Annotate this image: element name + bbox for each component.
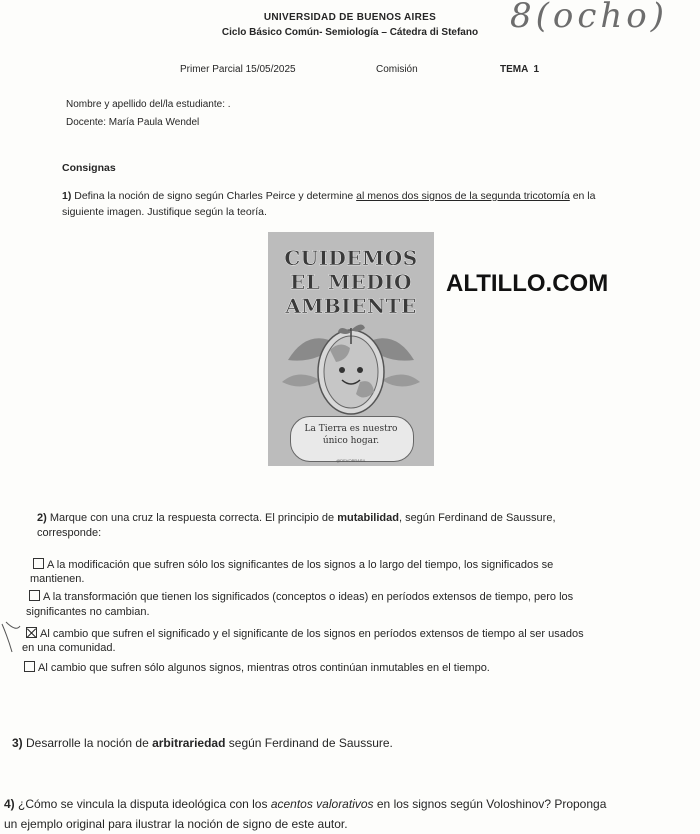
option-b: A la transformación que tienen los significados (conceptos o ideas) en períodos extensos de tiempo, pero los: [29, 590, 573, 604]
environment-poster-image: [268, 232, 434, 466]
option-b-line2: significantes no cambian.: [26, 606, 150, 618]
bubble-text: único hogar.: [322, 436, 380, 446]
question-2-line2: corresponde:: [37, 527, 102, 539]
course-name: Ciclo Básico Común- Semiología – Cátedra di Stefano: [221, 27, 479, 38]
exam-title: Primer Parcial 15/05/2025: [180, 64, 296, 75]
student-name-field: Nombre y apellido del/la estudiante: .: [66, 99, 231, 110]
poster-credit: @DEVOBRASIL: [336, 458, 366, 463]
question-2: 2) Marque con una cruz la respuesta correcta. El principio de mutabilidad, según Ferdinand de Saussure,: [37, 512, 556, 524]
option-c-line2: en una comunidad.: [22, 642, 116, 654]
university-name: UNIVERSIDAD DE BUENOS AIRES: [263, 12, 437, 23]
option-c-checkbox-checked[interactable]: [26, 627, 37, 638]
poster-title-line: AMBIENTE: [285, 294, 417, 318]
question-3: 3) Desarrolle la noción de arbitrariedad según Ferdinand de Saussure.: [12, 736, 393, 750]
question-4: 4) ¿Cómo se vincula la disputa ideológica con los acentos valorativos en los signos según Voloshinov? Proponga un ejemplo original para ilustrar la noción de signo de este autor.: [4, 794, 694, 834]
teacher-name: Docente: María Paula Wendel: [66, 117, 200, 128]
question-2-bold-term: mutabilidad: [337, 512, 399, 524]
commission-label: Comisión: [376, 64, 418, 75]
handwritten-grade: 8(ocho): [510, 0, 669, 36]
tema-label: TEMA 1: [500, 64, 540, 75]
option-b-checkbox[interactable]: [29, 590, 40, 601]
question-4-line2: un ejemplo original para ilustrar la noción de signo de este autor.: [4, 817, 348, 831]
option-a: A la modificación que sufren sólo los significantes de los signos a lo largo del tiempo, los significados se: [33, 558, 553, 572]
question-1-underlined: al menos dos signos de la segunda tricotomía: [356, 190, 570, 202]
option-a-checkbox[interactable]: [33, 558, 44, 569]
question-1-line2: siguiente imagen. Justifique según la teoría.: [62, 206, 267, 218]
watermark-logo: ALTILLO.COM: [446, 270, 609, 297]
bubble-text: La Tierra es nuestro: [304, 424, 398, 434]
question-2-number: 2): [37, 512, 47, 524]
option-d-checkbox[interactable]: [24, 661, 35, 672]
option-d: Al cambio que sufren sólo algunos signos, mientras otros continúan inmutables en el tiempo.: [24, 661, 490, 675]
question-3-bold-term: arbitrariedad: [152, 736, 226, 750]
option-c: Al cambio que sufren el significado y el significante de los signos en períodos extensos de tiempo al ser usados: [26, 627, 584, 641]
question-3-number: 3): [12, 736, 23, 750]
option-a-line2: mantienen.: [30, 573, 85, 585]
question-4-number: 4): [4, 797, 15, 811]
poster-title-line: CUIDEMOS: [284, 246, 418, 270]
question-1: 1) Defina la noción de signo según Charles Peirce y determine al menos dos signos de la segunda tricotomía en la: [62, 190, 596, 202]
consignas-heading: Consignas: [62, 162, 116, 174]
question-1-number: 1): [62, 190, 72, 202]
poster-title-line: EL MEDIO: [290, 270, 412, 294]
question-4-italic-term: acentos valorativos: [270, 797, 374, 811]
handwritten-margin-mark: [0, 618, 24, 658]
